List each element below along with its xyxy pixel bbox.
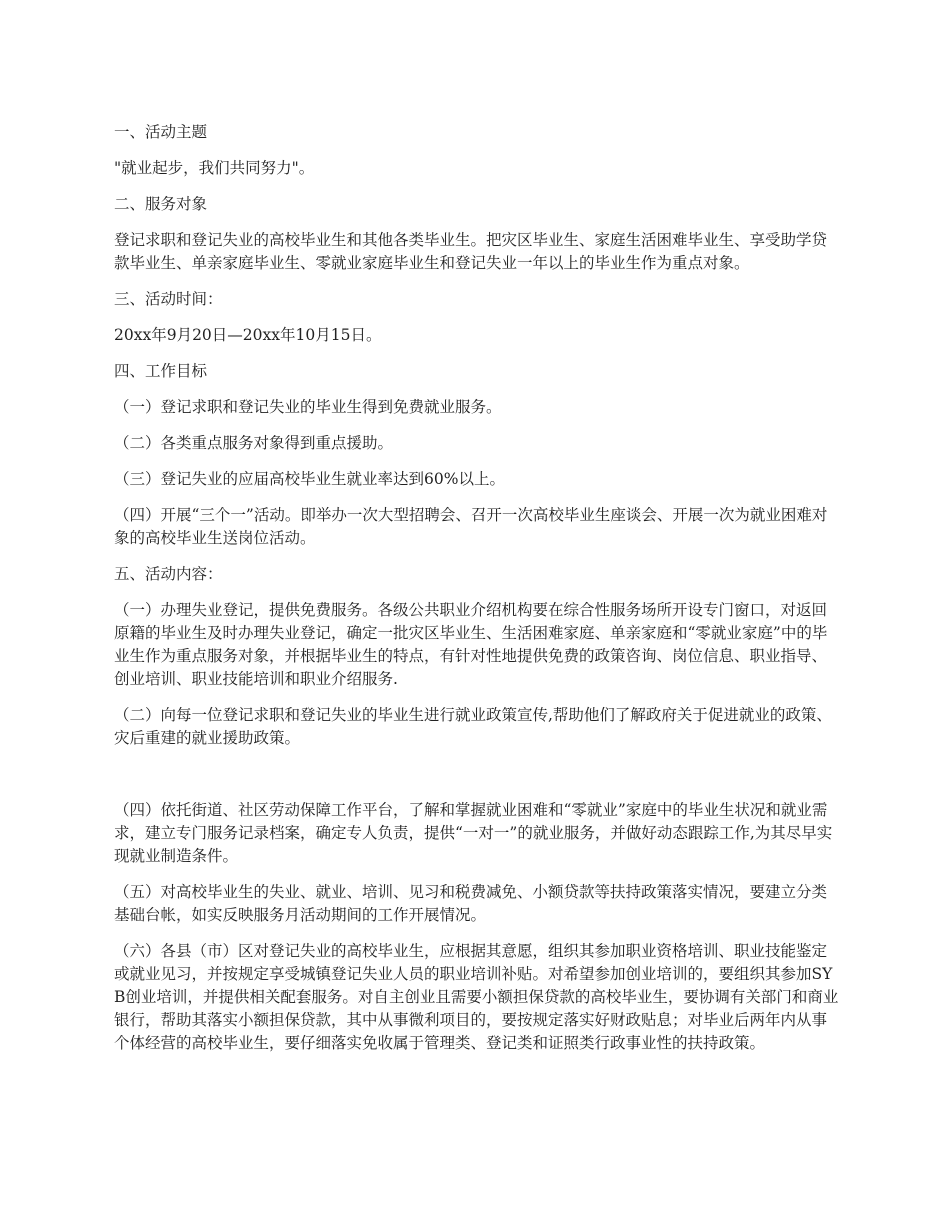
content-item-6: （六）各县（市）区对登记失业的高校毕业生，应根据其意愿，组织其参加职业资格培训、职业技能鉴定或就业见习，并按规定享受城镇登记失业人员的职业培训补贴。对希望参加创业培训的，要组织其参加SYB创业培训，并提供相关配套服务。对自主创业且需要小额担保贷款的高校毕业生，要协调有关部门和商业银行，帮助其落实小额担保贷款，其中从事微利项目的，要按规定落实好财政贴息；对毕业后两年内从事个体经营的高校毕业生，要仔细落实免收属于管理类、登记类和证照类行政事业性的扶持政策。 (114, 942, 839, 1052)
goal-item-1: （一）登记求职和登记失业的毕业生得到免费就业服务。 (114, 398, 502, 416)
content-item-1: （一）办理失业登记，提供免费服务。各级公共职业介绍机构要在综合性服务场所开设专门窗口，对返回原籍的毕业生及时办理失业登记，确定一批灾区毕业生、生活困难家庭、单亲家庭和“零就业家庭”中的毕业生作为重点服务对象，并根据毕业生的特点，有针对性地提供免费的政策咨询、岗位信息、职业指导、创业培训、职业技能培训和职业介绍服务. (114, 601, 828, 688)
section-heading-content: 五、活动内容： (114, 565, 223, 583)
section-heading-theme: 一、活动主题 (114, 123, 208, 141)
section-heading-goals: 四、工作目标 (114, 362, 208, 380)
section-heading-time: 三、活动时间： (114, 290, 223, 308)
target-description: 登记求职和登记失业的高校毕业生和其他各类毕业生。把灾区毕业生、家庭生活困难毕业生、享受助学贷款毕业生、单亲家庭毕业生、零就业家庭毕业生和登记失业一年以上的毕业生作为重点对象。 (114, 231, 828, 272)
section-heading-target: 二、服务对象 (114, 195, 208, 213)
content-item-5: （五）对高校毕业生的失业、就业、培训、见习和税费减免、小额贷款等扶持政策落实情况，要建立分类基础台帐，如实反映服务月活动期间的工作开展情况。 (114, 883, 828, 924)
paragraph-gap (114, 763, 840, 799)
activity-dates: 20xx年9月20日—20xx年10月15日。 (114, 326, 382, 344)
content-item-2: （二）向每一位登记求职和登记失业的毕业生进行就业政策宣传,帮助他们了解政府关于促进就业的政策、灾后重建的就业援助政策。 (114, 706, 832, 747)
goal-item-4: （四）开展“三个一”活动。即举办一次大型招聘会、召开一次高校毕业生座谈会、开展一次为就业困难对象的高校毕业生送岗位活动。 (114, 506, 828, 547)
theme-slogan: "就业起步，我们共同努力"。 (114, 159, 315, 177)
content-item-4: （四）依托街道、社区劳动保障工作平台，了解和掌握就业困难和“零就业”家庭中的毕业生状况和就业需求，建立专门服务记录档案，确定专人负责，提供“一对一”的就业服务，并做好动态跟踪工作,为其尽早实现就业制造条件。 (114, 801, 833, 865)
goal-item-3: （三）登记失业的应届高校毕业生就业率达到60%以上。 (114, 470, 505, 488)
goal-item-2: （二）各类重点服务对象得到重点援助。 (114, 434, 394, 452)
